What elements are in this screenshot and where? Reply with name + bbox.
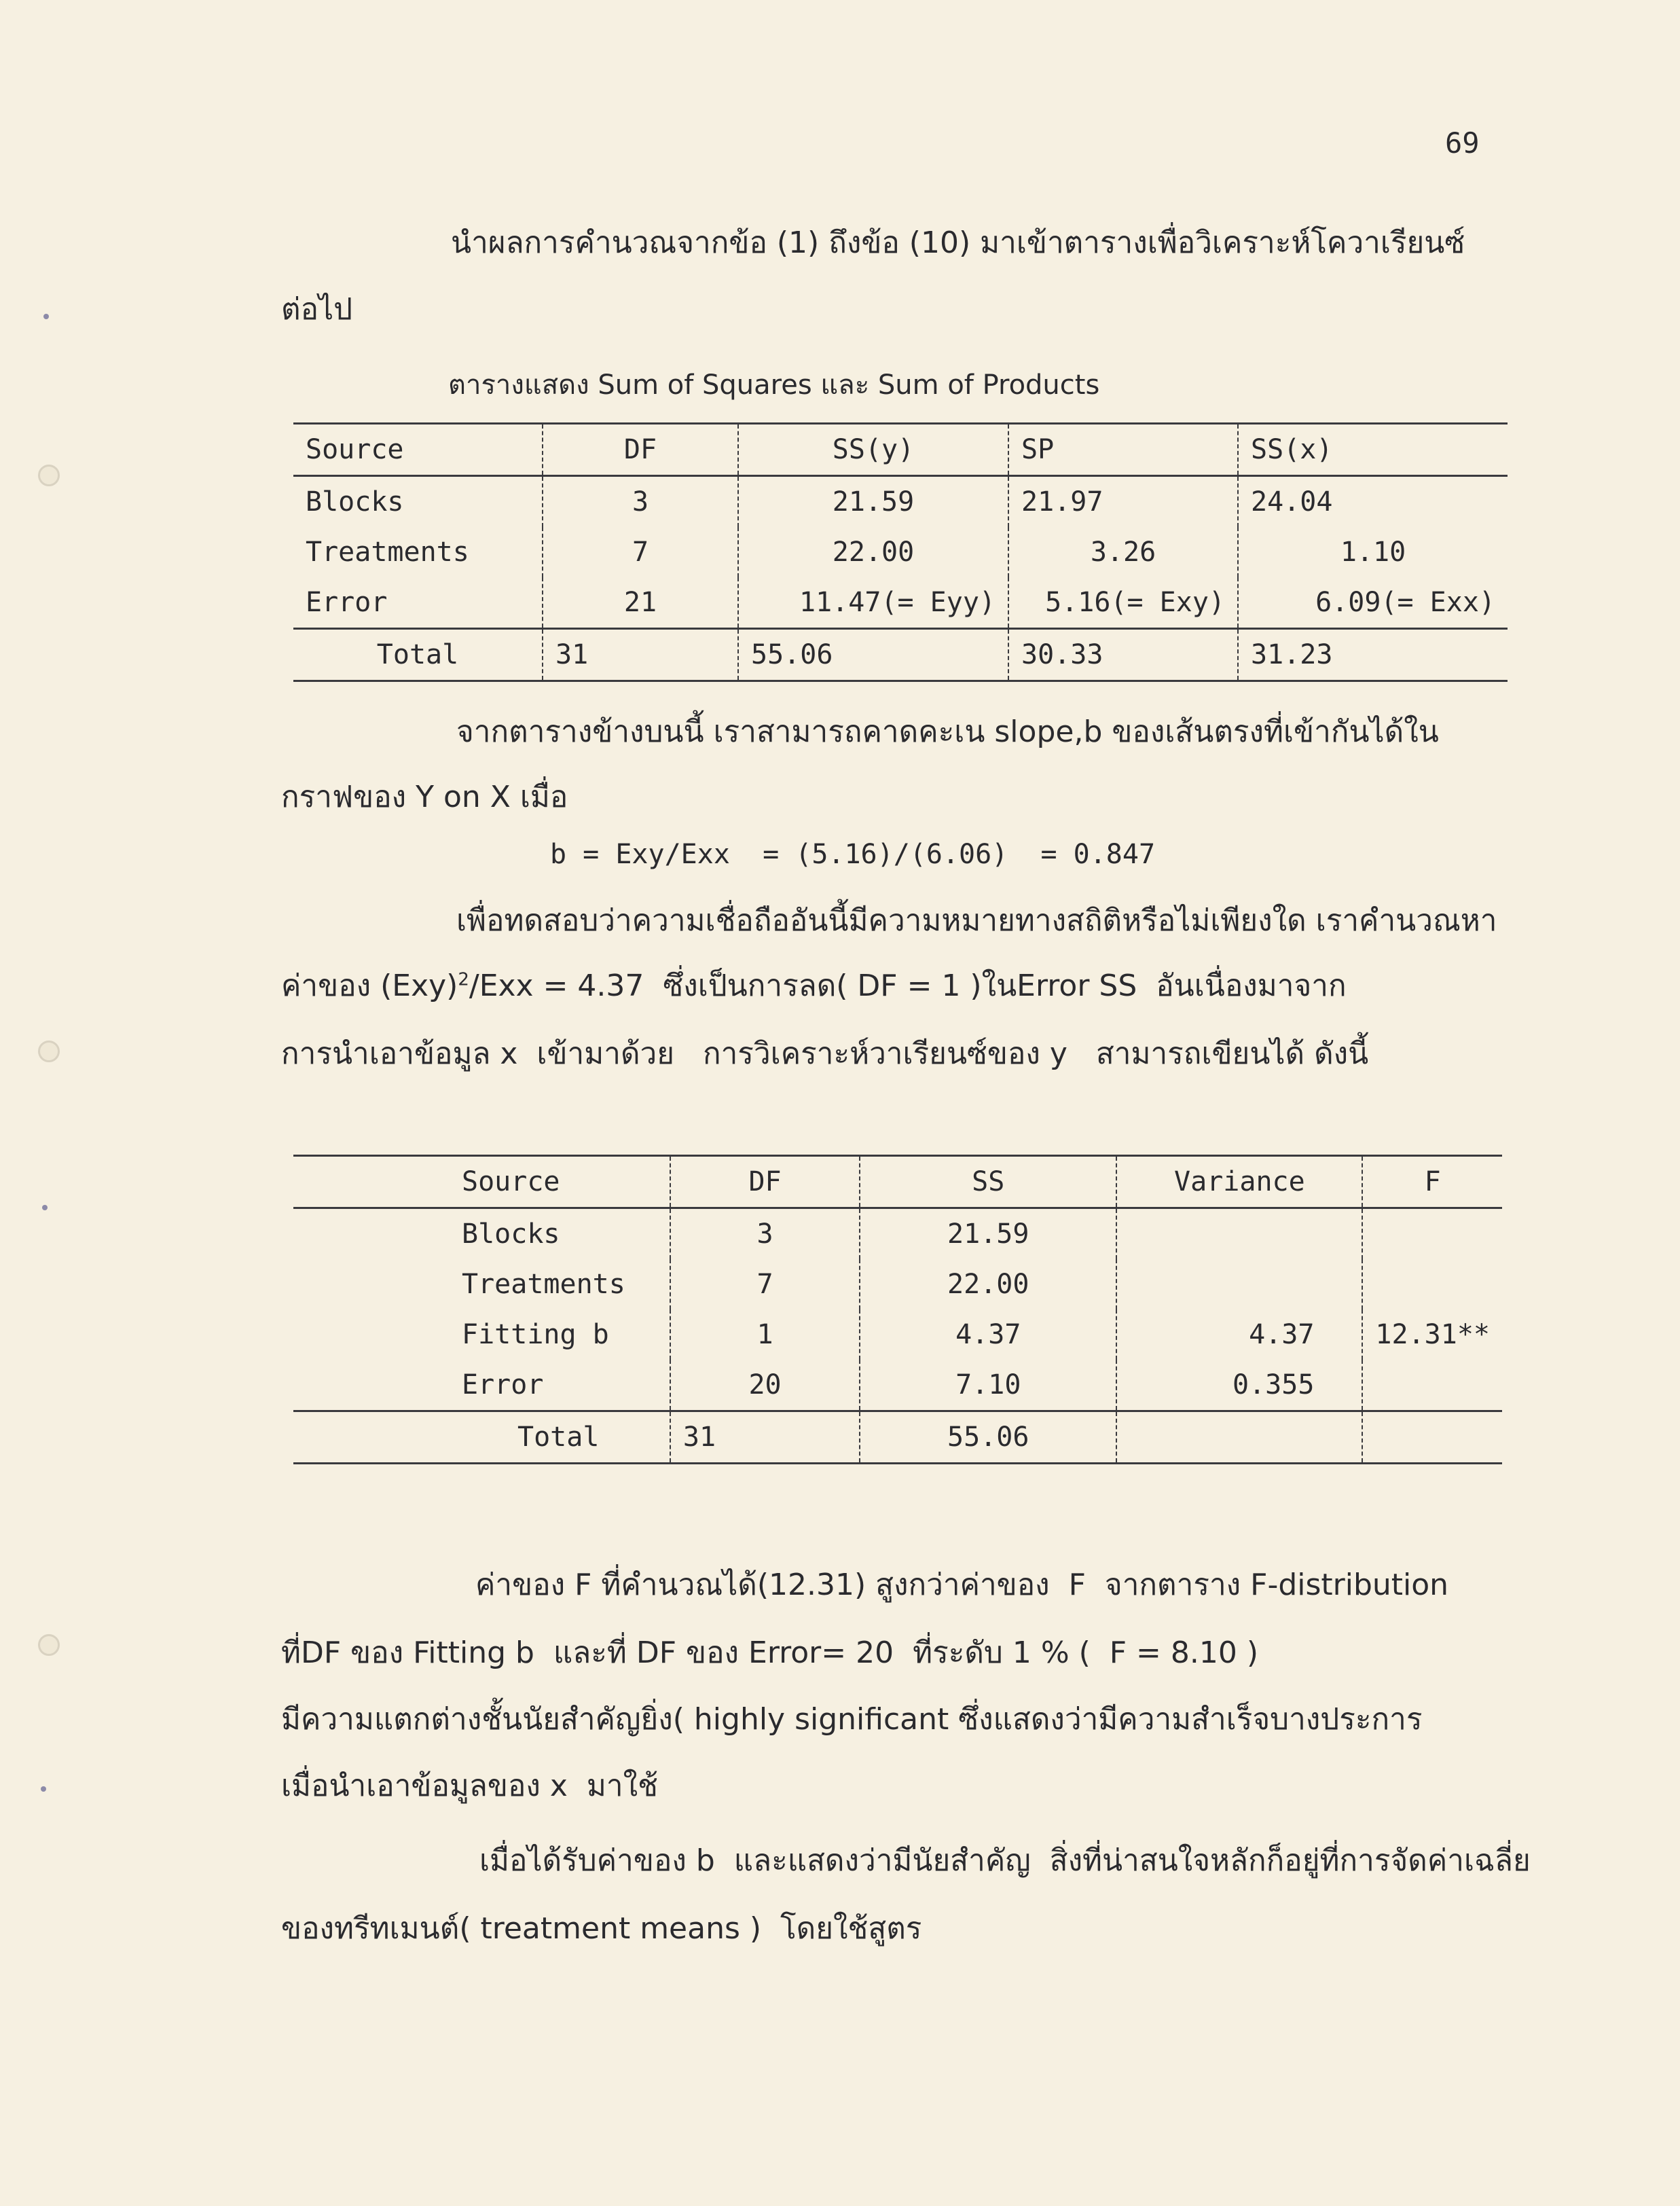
para1-line2: ต่อไป bbox=[281, 292, 353, 327]
table2-cell: 3 bbox=[670, 1208, 860, 1260]
table2-total-row bbox=[293, 1411, 1502, 1464]
table1-caption: ตารางแสดง Sum of Squares และ Sum of Products bbox=[448, 369, 1100, 401]
para5-line1: เมื่อได้รับค่าของ b และแสดงว่ามีนัยสำคัญ สิ่งที่น่าสนใจหลักก็อยู่ที่การจัดค่าเฉลี่ย bbox=[479, 1843, 1531, 1878]
table1-cell: 6.09(= Exx) bbox=[1238, 577, 1508, 629]
table1-header-sp: SP bbox=[1008, 424, 1238, 476]
para2-line1: จากตารางข้างบนนี้ เราสามารถคาดคะเน slope,b ของเส้นตรงที่เข้ากันได้ใน bbox=[456, 715, 1439, 749]
table1-cell: 31.23 bbox=[1238, 629, 1508, 681]
table1-cell: 55.06 bbox=[738, 629, 1008, 681]
table2-cell: 1 bbox=[670, 1309, 860, 1360]
table2-cell bbox=[1362, 1208, 1502, 1260]
table2-cell: 4.37 bbox=[860, 1309, 1116, 1360]
table2-cell bbox=[1362, 1411, 1502, 1464]
para2-line2: กราฟของ Y on X เมื่อ bbox=[281, 780, 568, 814]
table1-cell: 3.26 bbox=[1008, 527, 1238, 577]
table1-cell: 21 bbox=[543, 577, 738, 629]
table-row bbox=[293, 476, 1508, 528]
table1-cell: Treatments bbox=[306, 537, 469, 568]
table-row bbox=[293, 1309, 1502, 1360]
table-row bbox=[293, 527, 1508, 577]
table-row bbox=[293, 1208, 1502, 1260]
table1-cell: 3 bbox=[543, 476, 738, 528]
table2-cell: 7.10 bbox=[860, 1360, 1116, 1411]
table-row bbox=[293, 577, 1508, 629]
table2-header-source: Source bbox=[293, 1156, 670, 1208]
table1-header-ssy: SS(y) bbox=[738, 424, 1008, 476]
page-number: 69 bbox=[1445, 126, 1480, 160]
para3-line2-b: /Exx = 4.37 ซึ่งเป็นการลด( DF = 1 )ในError SS อันเนื่องมาจาก bbox=[469, 969, 1347, 1003]
para4-line1: ค่าของ F ที่คำนวณได้(12.31) สูงกว่าค่าของ F จากตาราง F-distribution bbox=[475, 1568, 1449, 1602]
table2-cell: 21.59 bbox=[860, 1208, 1116, 1260]
binder-hole-2 bbox=[38, 1041, 60, 1062]
table1-cell: 5.16(= Exy) bbox=[1008, 577, 1238, 629]
table2-cell: Blocks bbox=[462, 1218, 560, 1250]
table2-cell: 0.355 bbox=[1116, 1360, 1362, 1411]
table-row bbox=[293, 1259, 1502, 1309]
para3-line3: การนำเอาข้อมูล x เข้ามาด้วย การวิเคราะห์วาเรียนซ์ของ y สามารถเขียนได้ ดังนี้ bbox=[281, 1036, 1369, 1071]
table2-cell: Fitting b bbox=[462, 1319, 609, 1350]
analysis-of-variance-table bbox=[293, 1155, 1502, 1464]
table1-cell: 30.33 bbox=[1008, 629, 1238, 681]
margin-dot-1 bbox=[43, 314, 49, 319]
para4-line2: ที่DF ของ Fitting b และที่ DF ของ Error= 20 ที่ระดับ 1 % ( F = 8.10 ) bbox=[281, 1635, 1259, 1670]
table2-cell: Error bbox=[462, 1369, 544, 1400]
table1-cell: 1.10 bbox=[1238, 527, 1508, 577]
margin-dot-3 bbox=[41, 1786, 46, 1792]
table1-cell: Total bbox=[293, 629, 543, 681]
table2-cell: 20 bbox=[670, 1360, 860, 1411]
table2-cell bbox=[1116, 1259, 1362, 1309]
table1-cell: 24.04 bbox=[1238, 476, 1508, 528]
table1-cell: 7 bbox=[543, 527, 738, 577]
table1-cell: Error bbox=[306, 587, 388, 618]
para4-line3: มีความแตกต่างชั้นนัยสำคัญยิ่ง( highly significant ซึ่งแสดงว่ามีความสำเร็จบางประการ bbox=[281, 1702, 1423, 1737]
table2-header-ss: SS bbox=[860, 1156, 1116, 1208]
table2-cell: 31 bbox=[670, 1411, 860, 1464]
table2-cell: 22.00 bbox=[860, 1259, 1116, 1309]
table1-cell: Blocks bbox=[306, 486, 404, 518]
para3-line2 bbox=[281, 970, 1347, 1002]
table1-cell: 21.59 bbox=[738, 476, 1008, 528]
table2-cell: Total bbox=[293, 1411, 670, 1464]
table1-cell: 31 bbox=[543, 629, 738, 681]
table1-header-ssx: SS(x) bbox=[1238, 424, 1508, 476]
table2-cell bbox=[1362, 1259, 1502, 1309]
table2-header-row bbox=[293, 1156, 1502, 1208]
para3-line2-a: ค่าของ (Exy) bbox=[281, 969, 458, 1003]
table2-header-df: DF bbox=[670, 1156, 860, 1208]
para5-line2: ของทรีทเมนต์( treatment means ) โดยใช้สูตร bbox=[281, 1911, 922, 1946]
slope-formula: b = Exy/Exx = (5.16)/(6.06) = 0.847 bbox=[550, 839, 1156, 870]
table2-cell: Treatments bbox=[462, 1269, 625, 1300]
table1-header-source: Source bbox=[293, 424, 543, 476]
table2-cell bbox=[1116, 1208, 1362, 1260]
binder-hole-1 bbox=[38, 465, 60, 486]
table2-header-variance: Variance bbox=[1116, 1156, 1362, 1208]
table1-cell: 22.00 bbox=[738, 527, 1008, 577]
para3-line1: เพื่อทดสอบว่าความเชื่อถืออันนี้มีความหมายทางสถิติหรือไม่เพียงใด เราคำนวณหา bbox=[456, 903, 1497, 938]
table1-header-row bbox=[293, 424, 1508, 476]
binder-hole-3 bbox=[38, 1634, 60, 1656]
sum-of-squares-table bbox=[293, 422, 1508, 682]
table1-cell: 21.97 bbox=[1008, 476, 1238, 528]
table2-cell bbox=[1116, 1411, 1362, 1464]
table2-cell bbox=[1362, 1360, 1502, 1411]
table-row bbox=[293, 1360, 1502, 1411]
table1-cell: 11.47(= Eyy) bbox=[738, 577, 1008, 629]
table1-total-row bbox=[293, 629, 1508, 681]
table2-header-f: F bbox=[1362, 1156, 1502, 1208]
exponent: 2 bbox=[458, 969, 469, 990]
table2-cell: 55.06 bbox=[860, 1411, 1116, 1464]
table1-header-df: DF bbox=[543, 424, 738, 476]
margin-dot-2 bbox=[42, 1205, 48, 1210]
para4-line4: เมื่อนำเอาข้อมูลของ x มาใช้ bbox=[281, 1769, 658, 1803]
table2-cell: 4.37 bbox=[1116, 1309, 1362, 1360]
para1-line1: นำผลการคำนวณจากข้อ (1) ถึงข้อ (10) มาเข้าตารางเพื่อวิเคราะห์โควาเรียนซ์ bbox=[451, 225, 1465, 260]
table2-cell: 7 bbox=[670, 1259, 860, 1309]
table2-cell: 12.31** bbox=[1362, 1309, 1502, 1360]
